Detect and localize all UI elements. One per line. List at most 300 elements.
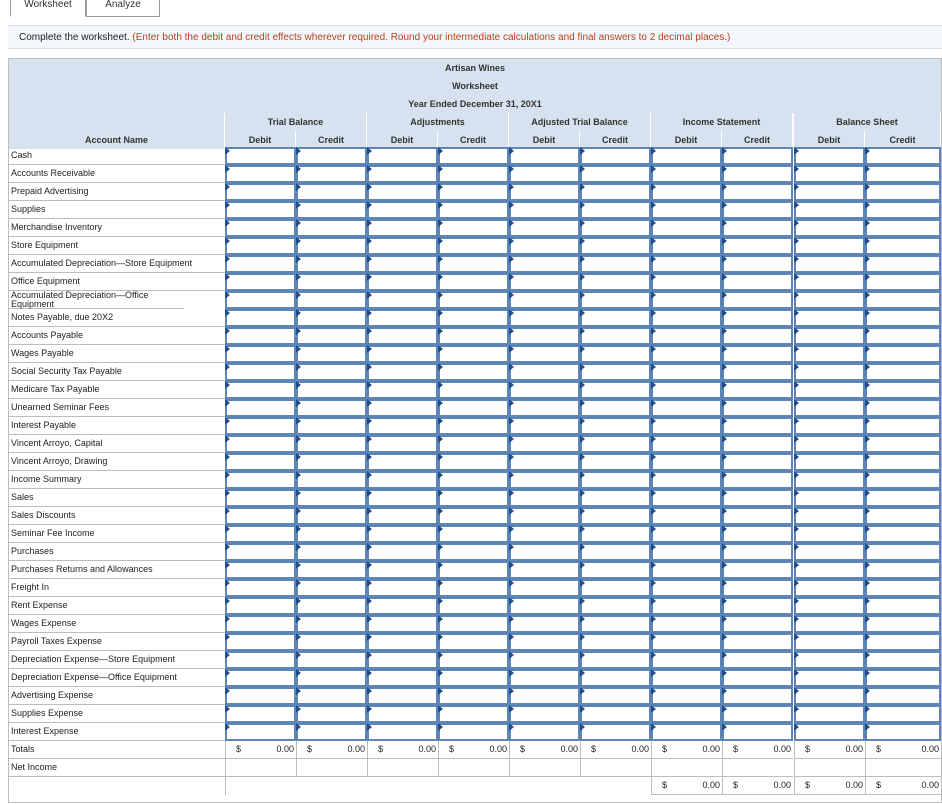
amount-input[interactable] — [867, 311, 939, 325]
amount-input[interactable] — [227, 365, 294, 379]
amount-input[interactable] — [796, 383, 863, 397]
amount-input[interactable] — [511, 491, 578, 505]
amount-input[interactable] — [867, 365, 939, 379]
amount-input[interactable] — [796, 473, 863, 487]
amount-input[interactable] — [867, 221, 939, 235]
amount-input[interactable] — [440, 491, 507, 505]
amount-input[interactable] — [440, 257, 507, 271]
amount-input[interactable] — [796, 167, 863, 181]
amount-input[interactable] — [298, 509, 365, 523]
amount-input[interactable] — [867, 347, 939, 361]
amount-input[interactable] — [582, 455, 649, 469]
amount-input[interactable] — [511, 401, 578, 415]
amount-input[interactable] — [369, 653, 436, 667]
amount-input[interactable] — [796, 257, 863, 271]
amount-input[interactable] — [582, 671, 649, 685]
amount-input[interactable] — [653, 599, 720, 613]
amount-input[interactable] — [724, 509, 791, 523]
amount-input[interactable] — [796, 563, 863, 577]
amount-input[interactable] — [724, 347, 791, 361]
amount-input[interactable] — [298, 311, 365, 325]
amount-input[interactable] — [653, 275, 720, 289]
amount-input[interactable] — [369, 509, 436, 523]
amount-input[interactable] — [724, 689, 791, 703]
tab-worksheet[interactable]: Worksheet — [10, 0, 86, 17]
amount-input[interactable] — [369, 293, 436, 307]
amount-input[interactable] — [796, 671, 863, 685]
amount-input[interactable] — [511, 257, 578, 271]
amount-input[interactable] — [582, 473, 649, 487]
amount-input[interactable] — [867, 599, 939, 613]
amount-input[interactable] — [440, 329, 507, 343]
amount-input[interactable] — [440, 239, 507, 253]
amount-input[interactable] — [511, 365, 578, 379]
amount-input[interactable] — [227, 347, 294, 361]
amount-input[interactable] — [796, 455, 863, 469]
amount-input[interactable] — [582, 581, 649, 595]
amount-input[interactable] — [653, 671, 720, 685]
amount-input[interactable] — [653, 329, 720, 343]
amount-input[interactable] — [653, 401, 720, 415]
amount-input[interactable] — [653, 707, 720, 721]
amount-input[interactable] — [511, 653, 578, 667]
amount-input[interactable] — [724, 581, 791, 595]
amount-input[interactable] — [867, 149, 939, 163]
amount-input[interactable] — [796, 221, 863, 235]
amount-input[interactable] — [511, 635, 578, 649]
amount-input[interactable] — [796, 581, 863, 595]
amount-input[interactable] — [653, 581, 720, 595]
amount-input[interactable] — [511, 599, 578, 613]
amount-input[interactable] — [298, 563, 365, 577]
amount-input[interactable] — [724, 599, 791, 613]
amount-input[interactable] — [511, 545, 578, 559]
amount-input[interactable] — [867, 653, 939, 667]
amount-input[interactable] — [227, 725, 294, 739]
amount-input[interactable] — [369, 473, 436, 487]
amount-input[interactable] — [724, 257, 791, 271]
amount-input[interactable] — [724, 455, 791, 469]
amount-input[interactable] — [511, 275, 578, 289]
amount-input[interactable] — [582, 221, 649, 235]
amount-input[interactable] — [653, 311, 720, 325]
amount-input[interactable] — [511, 707, 578, 721]
amount-input[interactable] — [369, 347, 436, 361]
amount-input[interactable] — [511, 455, 578, 469]
amount-input[interactable] — [440, 545, 507, 559]
amount-input[interactable] — [867, 689, 939, 703]
amount-input[interactable] — [796, 545, 863, 559]
amount-input[interactable] — [440, 689, 507, 703]
amount-input[interactable] — [369, 545, 436, 559]
amount-input[interactable] — [724, 401, 791, 415]
amount-input[interactable] — [227, 617, 294, 631]
amount-input[interactable] — [582, 383, 649, 397]
amount-input[interactable] — [582, 203, 649, 217]
amount-input[interactable] — [724, 239, 791, 253]
amount-input[interactable] — [227, 671, 294, 685]
amount-input[interactable] — [653, 725, 720, 739]
amount-input[interactable] — [511, 689, 578, 703]
amount-input[interactable] — [369, 671, 436, 685]
amount-input[interactable] — [724, 473, 791, 487]
amount-input[interactable] — [511, 725, 578, 739]
amount-input[interactable] — [724, 329, 791, 343]
amount-input[interactable] — [369, 329, 436, 343]
amount-input[interactable] — [653, 653, 720, 667]
amount-input[interactable] — [298, 293, 365, 307]
amount-input[interactable] — [582, 275, 649, 289]
amount-input[interactable] — [298, 455, 365, 469]
amount-input[interactable] — [796, 509, 863, 523]
amount-input[interactable] — [298, 653, 365, 667]
amount-input[interactable] — [511, 347, 578, 361]
amount-input[interactable] — [653, 527, 720, 541]
amount-input[interactable] — [227, 275, 294, 289]
amount-input[interactable] — [653, 455, 720, 469]
amount-input[interactable] — [369, 725, 436, 739]
amount-input[interactable] — [582, 617, 649, 631]
amount-input[interactable] — [796, 689, 863, 703]
amount-input[interactable] — [298, 347, 365, 361]
amount-input[interactable] — [440, 347, 507, 361]
amount-input[interactable] — [440, 149, 507, 163]
amount-input[interactable] — [724, 365, 791, 379]
amount-input[interactable] — [440, 671, 507, 685]
amount-input[interactable] — [867, 563, 939, 577]
amount-input[interactable] — [796, 203, 863, 217]
amount-input[interactable] — [796, 149, 863, 163]
amount-input[interactable] — [724, 653, 791, 667]
amount-input[interactable] — [653, 257, 720, 271]
amount-input[interactable] — [724, 545, 791, 559]
amount-input[interactable] — [440, 527, 507, 541]
amount-input[interactable] — [227, 707, 294, 721]
amount-input[interactable] — [653, 149, 720, 163]
amount-input[interactable] — [298, 617, 365, 631]
amount-input[interactable] — [227, 401, 294, 415]
amount-input[interactable] — [724, 185, 791, 199]
amount-input[interactable] — [724, 725, 791, 739]
amount-input[interactable] — [511, 311, 578, 325]
amount-input[interactable] — [582, 689, 649, 703]
amount-input[interactable] — [298, 671, 365, 685]
amount-input[interactable] — [582, 725, 649, 739]
amount-input[interactable] — [582, 635, 649, 649]
amount-input[interactable] — [653, 383, 720, 397]
amount-input[interactable] — [511, 563, 578, 577]
amount-input[interactable] — [369, 149, 436, 163]
amount-input[interactable] — [227, 293, 294, 307]
amount-input[interactable] — [298, 491, 365, 505]
amount-input[interactable] — [369, 563, 436, 577]
amount-input[interactable] — [227, 167, 294, 181]
amount-input[interactable] — [724, 383, 791, 397]
amount-input[interactable] — [369, 707, 436, 721]
amount-input[interactable] — [867, 293, 939, 307]
amount-input[interactable] — [511, 239, 578, 253]
amount-input[interactable] — [796, 599, 863, 613]
amount-input[interactable] — [653, 689, 720, 703]
amount-input[interactable] — [867, 581, 939, 595]
amount-input[interactable] — [440, 167, 507, 181]
amount-input[interactable] — [582, 311, 649, 325]
amount-input[interactable] — [653, 365, 720, 379]
amount-input[interactable] — [582, 419, 649, 433]
amount-input[interactable] — [440, 203, 507, 217]
amount-input[interactable] — [511, 185, 578, 199]
net-income-income-statement-credit[interactable] — [722, 759, 793, 777]
amount-input[interactable] — [440, 275, 507, 289]
amount-input[interactable] — [298, 473, 365, 487]
amount-input[interactable] — [867, 257, 939, 271]
amount-input[interactable] — [724, 311, 791, 325]
amount-input[interactable] — [582, 257, 649, 271]
amount-input[interactable] — [582, 401, 649, 415]
amount-input[interactable] — [653, 185, 720, 199]
amount-input[interactable] — [867, 527, 939, 541]
amount-input[interactable] — [796, 239, 863, 253]
amount-input[interactable] — [724, 617, 791, 631]
amount-input[interactable] — [796, 275, 863, 289]
amount-input[interactable] — [369, 203, 436, 217]
amount-input[interactable] — [369, 167, 436, 181]
net-income-income-statement-debit[interactable] — [651, 759, 722, 777]
amount-input[interactable] — [298, 221, 365, 235]
amount-input[interactable] — [369, 239, 436, 253]
amount-input[interactable] — [653, 437, 720, 451]
amount-input[interactable] — [653, 239, 720, 253]
amount-input[interactable] — [867, 203, 939, 217]
amount-input[interactable] — [653, 203, 720, 217]
amount-input[interactable] — [511, 671, 578, 685]
amount-input[interactable] — [867, 239, 939, 253]
amount-input[interactable] — [227, 545, 294, 559]
amount-input[interactable] — [440, 725, 507, 739]
amount-input[interactable] — [582, 527, 649, 541]
amount-input[interactable] — [653, 491, 720, 505]
amount-input[interactable] — [440, 563, 507, 577]
amount-input[interactable] — [369, 311, 436, 325]
amount-input[interactable] — [724, 707, 791, 721]
amount-input[interactable] — [796, 725, 863, 739]
amount-input[interactable] — [653, 347, 720, 361]
amount-input[interactable] — [867, 383, 939, 397]
amount-input[interactable] — [867, 671, 939, 685]
amount-input[interactable] — [369, 275, 436, 289]
amount-input[interactable] — [796, 329, 863, 343]
amount-input[interactable] — [582, 563, 649, 577]
amount-input[interactable] — [227, 437, 294, 451]
amount-input[interactable] — [511, 419, 578, 433]
amount-input[interactable] — [582, 653, 649, 667]
amount-input[interactable] — [298, 365, 365, 379]
amount-input[interactable] — [511, 167, 578, 181]
amount-input[interactable] — [796, 527, 863, 541]
amount-input[interactable] — [369, 185, 436, 199]
net-income-balance-sheet-credit[interactable] — [865, 759, 941, 777]
amount-input[interactable] — [653, 635, 720, 649]
amount-input[interactable] — [867, 617, 939, 631]
amount-input[interactable] — [867, 725, 939, 739]
amount-input[interactable] — [227, 257, 294, 271]
amount-input[interactable] — [582, 509, 649, 523]
amount-input[interactable] — [298, 203, 365, 217]
amount-input[interactable] — [440, 221, 507, 235]
amount-input[interactable] — [796, 491, 863, 505]
amount-input[interactable] — [724, 293, 791, 307]
amount-input[interactable] — [369, 221, 436, 235]
amount-input[interactable] — [796, 185, 863, 199]
amount-input[interactable] — [369, 257, 436, 271]
amount-input[interactable] — [227, 239, 294, 253]
amount-input[interactable] — [298, 707, 365, 721]
amount-input[interactable] — [582, 167, 649, 181]
amount-input[interactable] — [440, 383, 507, 397]
amount-input[interactable] — [440, 185, 507, 199]
amount-input[interactable] — [227, 509, 294, 523]
amount-input[interactable] — [796, 419, 863, 433]
amount-input[interactable] — [724, 491, 791, 505]
amount-input[interactable] — [796, 707, 863, 721]
amount-input[interactable] — [227, 221, 294, 235]
amount-input[interactable] — [298, 599, 365, 613]
amount-input[interactable] — [867, 509, 939, 523]
amount-input[interactable] — [867, 491, 939, 505]
amount-input[interactable] — [227, 581, 294, 595]
amount-input[interactable] — [511, 221, 578, 235]
amount-input[interactable] — [867, 635, 939, 649]
amount-input[interactable] — [724, 437, 791, 451]
tab-analyze[interactable]: Analyze — [86, 0, 160, 17]
amount-input[interactable] — [227, 383, 294, 397]
amount-input[interactable] — [867, 455, 939, 469]
amount-input[interactable] — [440, 599, 507, 613]
amount-input[interactable] — [440, 581, 507, 595]
amount-input[interactable] — [440, 653, 507, 667]
amount-input[interactable] — [867, 473, 939, 487]
amount-input[interactable] — [298, 545, 365, 559]
amount-input[interactable] — [227, 473, 294, 487]
amount-input[interactable] — [369, 419, 436, 433]
amount-input[interactable] — [724, 275, 791, 289]
amount-input[interactable] — [298, 635, 365, 649]
amount-input[interactable] — [298, 419, 365, 433]
amount-input[interactable] — [796, 293, 863, 307]
amount-input[interactable] — [227, 635, 294, 649]
amount-input[interactable] — [653, 617, 720, 631]
amount-input[interactable] — [724, 635, 791, 649]
amount-input[interactable] — [369, 437, 436, 451]
amount-input[interactable] — [227, 689, 294, 703]
amount-input[interactable] — [582, 329, 649, 343]
amount-input[interactable] — [653, 563, 720, 577]
amount-input[interactable] — [511, 437, 578, 451]
amount-input[interactable] — [511, 473, 578, 487]
amount-input[interactable] — [369, 455, 436, 469]
amount-input[interactable] — [724, 419, 791, 433]
amount-input[interactable] — [369, 491, 436, 505]
amount-input[interactable] — [724, 671, 791, 685]
amount-input[interactable] — [440, 617, 507, 631]
amount-input[interactable] — [369, 527, 436, 541]
amount-input[interactable] — [724, 563, 791, 577]
amount-input[interactable] — [298, 149, 365, 163]
amount-input[interactable] — [511, 203, 578, 217]
amount-input[interactable] — [867, 419, 939, 433]
amount-input[interactable] — [653, 473, 720, 487]
amount-input[interactable] — [298, 239, 365, 253]
amount-input[interactable] — [440, 365, 507, 379]
amount-input[interactable] — [724, 221, 791, 235]
amount-input[interactable] — [796, 653, 863, 667]
amount-input[interactable] — [582, 365, 649, 379]
amount-input[interactable] — [511, 383, 578, 397]
amount-input[interactable] — [298, 167, 365, 181]
amount-input[interactable] — [440, 707, 507, 721]
amount-input[interactable] — [298, 725, 365, 739]
amount-input[interactable] — [653, 545, 720, 559]
amount-input[interactable] — [298, 383, 365, 397]
amount-input[interactable] — [440, 419, 507, 433]
amount-input[interactable] — [796, 401, 863, 415]
amount-input[interactable] — [724, 149, 791, 163]
amount-input[interactable] — [653, 221, 720, 235]
amount-input[interactable] — [724, 167, 791, 181]
amount-input[interactable] — [867, 329, 939, 343]
amount-input[interactable] — [369, 401, 436, 415]
amount-input[interactable] — [298, 689, 365, 703]
amount-input[interactable] — [369, 383, 436, 397]
amount-input[interactable] — [582, 347, 649, 361]
amount-input[interactable] — [369, 365, 436, 379]
amount-input[interactable] — [227, 149, 294, 163]
amount-input[interactable] — [653, 167, 720, 181]
amount-input[interactable] — [227, 527, 294, 541]
amount-input[interactable] — [582, 707, 649, 721]
amount-input[interactable] — [440, 311, 507, 325]
amount-input[interactable] — [440, 437, 507, 451]
amount-input[interactable] — [796, 365, 863, 379]
amount-input[interactable] — [582, 491, 649, 505]
amount-input[interactable] — [440, 455, 507, 469]
amount-input[interactable] — [653, 419, 720, 433]
amount-input[interactable] — [724, 203, 791, 217]
amount-input[interactable] — [582, 545, 649, 559]
amount-input[interactable] — [440, 473, 507, 487]
amount-input[interactable] — [227, 653, 294, 667]
amount-input[interactable] — [298, 329, 365, 343]
amount-input[interactable] — [440, 401, 507, 415]
amount-input[interactable] — [582, 149, 649, 163]
amount-input[interactable] — [440, 509, 507, 523]
amount-input[interactable] — [227, 203, 294, 217]
amount-input[interactable] — [796, 347, 863, 361]
amount-input[interactable] — [298, 437, 365, 451]
amount-input[interactable] — [511, 617, 578, 631]
amount-input[interactable] — [796, 311, 863, 325]
amount-input[interactable] — [227, 491, 294, 505]
amount-input[interactable] — [582, 599, 649, 613]
amount-input[interactable] — [227, 563, 294, 577]
amount-input[interactable] — [298, 527, 365, 541]
amount-input[interactable] — [298, 185, 365, 199]
amount-input[interactable] — [369, 635, 436, 649]
amount-input[interactable] — [867, 437, 939, 451]
amount-input[interactable] — [867, 167, 939, 181]
amount-input[interactable] — [227, 185, 294, 199]
amount-input[interactable] — [298, 257, 365, 271]
